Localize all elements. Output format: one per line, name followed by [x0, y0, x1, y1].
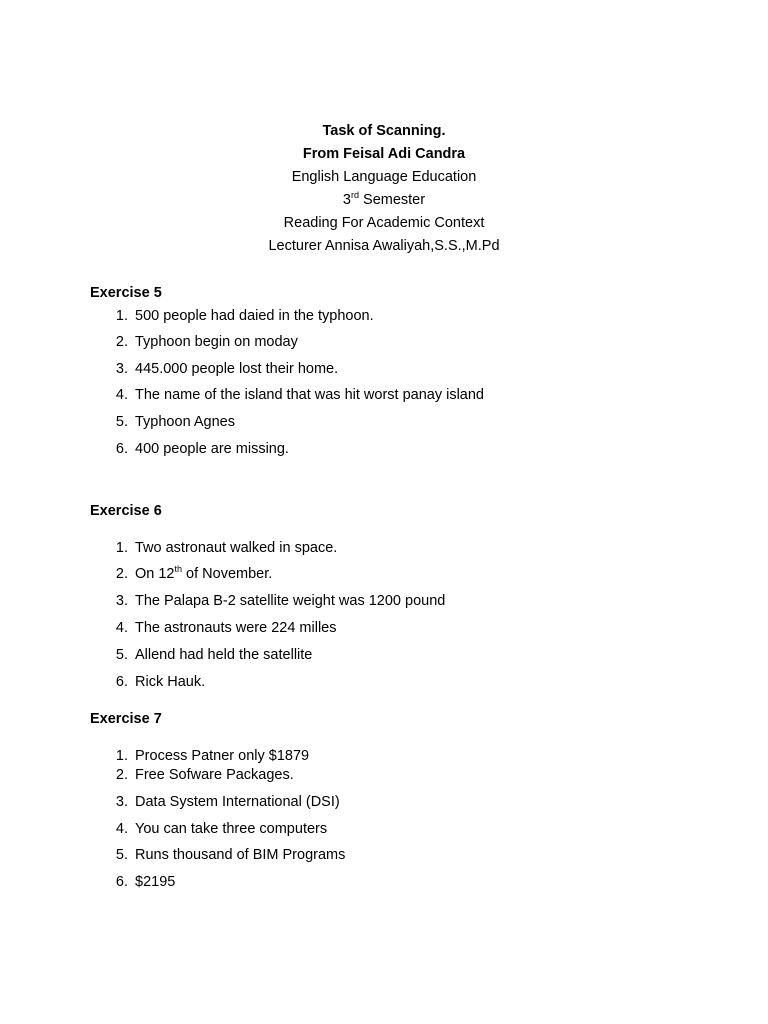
- item-number: 4.: [115, 821, 128, 837]
- item-number: 5.: [115, 414, 128, 430]
- item-number: 6.: [115, 674, 128, 690]
- item-text: [135, 564, 272, 584]
- item-text: 400 people are missing.: [135, 441, 289, 457]
- item-number: 3.: [115, 593, 128, 609]
- item-number: 2.: [115, 566, 128, 582]
- item-number: 3.: [115, 794, 128, 810]
- date-suffix: of November.: [182, 566, 273, 582]
- item-text: The Palapa B-2 satellite weight was 1200 pound: [135, 593, 446, 609]
- item-number: 3.: [115, 361, 128, 377]
- item-number: 1.: [115, 540, 128, 556]
- item-number: 4.: [115, 387, 128, 403]
- item-text: Free Sofware Packages.: [135, 767, 294, 783]
- item-text: Typhoon Agnes: [135, 414, 235, 430]
- item-text: 500 people had daied in the typhoon.: [135, 308, 374, 324]
- item-number: 5.: [115, 647, 128, 663]
- document-title: Task of Scanning.: [322, 123, 446, 139]
- item-text: Allend had held the satellite: [135, 647, 313, 663]
- item-text: Typhoon begin on moday: [135, 334, 298, 350]
- item-text: The astronauts were 224 milles: [135, 620, 337, 636]
- item-text: Process Patner only $1879: [135, 748, 310, 764]
- item-text: $2195: [135, 874, 176, 890]
- author-line: From Feisal Adi Candra: [302, 146, 466, 162]
- exercise-5-heading: Exercise 5: [90, 285, 162, 301]
- item-number: 6.: [115, 874, 128, 890]
- item-number: 2.: [115, 334, 128, 350]
- item-number: 6.: [115, 441, 128, 457]
- item-number: 1.: [115, 308, 128, 324]
- lecturer-line: Lecturer Annisa Awaliyah,S.S.,M.Pd: [268, 238, 500, 254]
- item-text: You can take three computers: [135, 821, 328, 837]
- program-line: English Language Education: [291, 169, 477, 185]
- date-prefix: On 12: [135, 566, 175, 582]
- item-text: Two astronaut walked in space.: [135, 540, 338, 556]
- item-text: Rick Hauk.: [135, 674, 206, 690]
- course-line: Reading For Academic Context: [283, 215, 485, 231]
- item-text: Data System International (DSI): [135, 794, 340, 810]
- item-number: 4.: [115, 620, 128, 636]
- item-number: 5.: [115, 847, 128, 863]
- semester-number: 3: [342, 192, 351, 208]
- date-ordinal: th: [174, 564, 183, 574]
- semester-ordinal: rd: [350, 190, 359, 200]
- item-text: The name of the island that was hit worst panay island: [135, 387, 484, 403]
- semester-line: [0, 190, 768, 210]
- exercise-6-heading: Exercise 6: [90, 503, 162, 519]
- item-text: 445.000 people lost their home.: [135, 361, 339, 377]
- semester-word: Semester: [359, 192, 426, 208]
- exercise-7-heading: Exercise 7: [90, 711, 162, 727]
- item-text: Runs thousand of BIM Programs: [135, 847, 346, 863]
- item-number: 1.: [115, 748, 128, 764]
- item-number: 2.: [115, 767, 128, 783]
